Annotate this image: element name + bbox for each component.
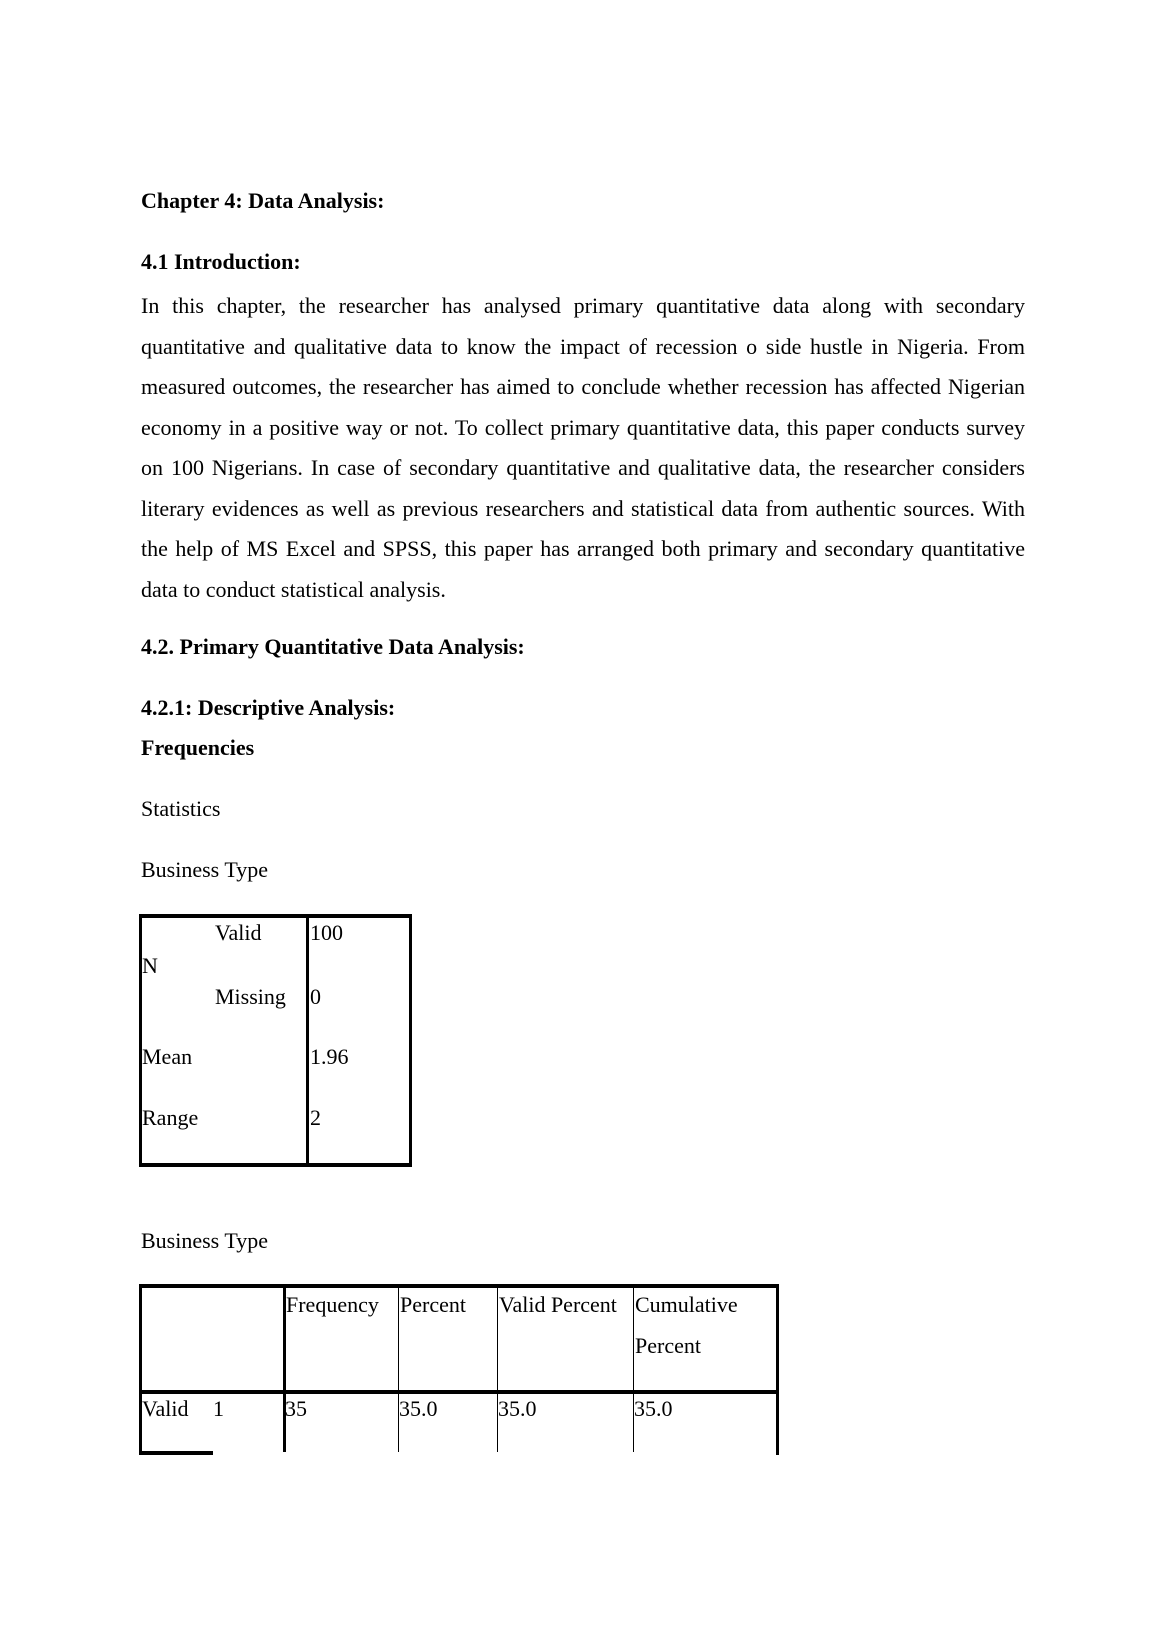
stats-missing-value: 0 <box>310 984 321 1009</box>
section-primary-heading: 4.2. Primary Quantitative Data Analysis: <box>141 634 525 659</box>
intro-paragraph: In this chapter, the researcher has analysed primary quantitative data along with secondary quantitative and qualitative data to know the impact of recession o side hustle in Nigeria. From measured outcomes, the researcher has aimed to conclude whether recession has affected Nigerian economy in a positive way or not. To collect primary quantitative data, this paper conducts survey on 100 Nigerians. In case of secondary quantitative and qualitative data, the researcher considers literary evidences as well as previous researchers and statistical data from authentic sources. With the help of MS Excel and SPSS, this paper has arranged both primary and secondary quantitative data to conduct statistical analysis. <box>141 293 1025 602</box>
stats-range-label: Range <box>142 1105 199 1130</box>
chapter-title: Chapter 4: Data Analysis: <box>141 188 385 213</box>
stats-n-label: N <box>142 953 158 978</box>
freq-header-cumulative: Cumulative <box>635 1292 738 1317</box>
frequencies-heading: Frequencies <box>141 735 255 760</box>
stats-mean-label: Mean <box>142 1044 193 1069</box>
section-descriptive-heading: 4.2.1: Descriptive Analysis: <box>141 695 396 720</box>
stats-range-value: 2 <box>310 1105 321 1130</box>
section-intro-heading: 4.1 Introduction: <box>141 249 301 274</box>
freq-header-valid-percent: Valid Percent <box>499 1292 617 1317</box>
freq-row-frequency: 35 <box>285 1396 307 1421</box>
freq-row-cumulative-percent: 35.0 <box>634 1396 673 1421</box>
stats-missing-label: Missing <box>215 984 286 1009</box>
freq-table-caption: Business Type <box>141 1228 269 1253</box>
freq-row-percent: 35.0 <box>399 1396 438 1421</box>
freq-header-cumulative-percent: Percent <box>635 1333 701 1358</box>
stats-valid-value: 100 <box>310 920 343 945</box>
freq-row-category: 1 <box>213 1396 224 1421</box>
stats-mean-value: 1.96 <box>310 1044 349 1069</box>
freq-header-frequency: Frequency <box>286 1292 379 1317</box>
stats-valid-label: Valid <box>215 920 262 945</box>
freq-row-valid-percent: 35.0 <box>498 1396 537 1421</box>
freq-header-percent: Percent <box>400 1292 466 1317</box>
freq-row-group: Valid <box>142 1396 189 1421</box>
statistics-label: Statistics <box>141 796 221 821</box>
stats-table-caption: Business Type <box>141 857 269 882</box>
